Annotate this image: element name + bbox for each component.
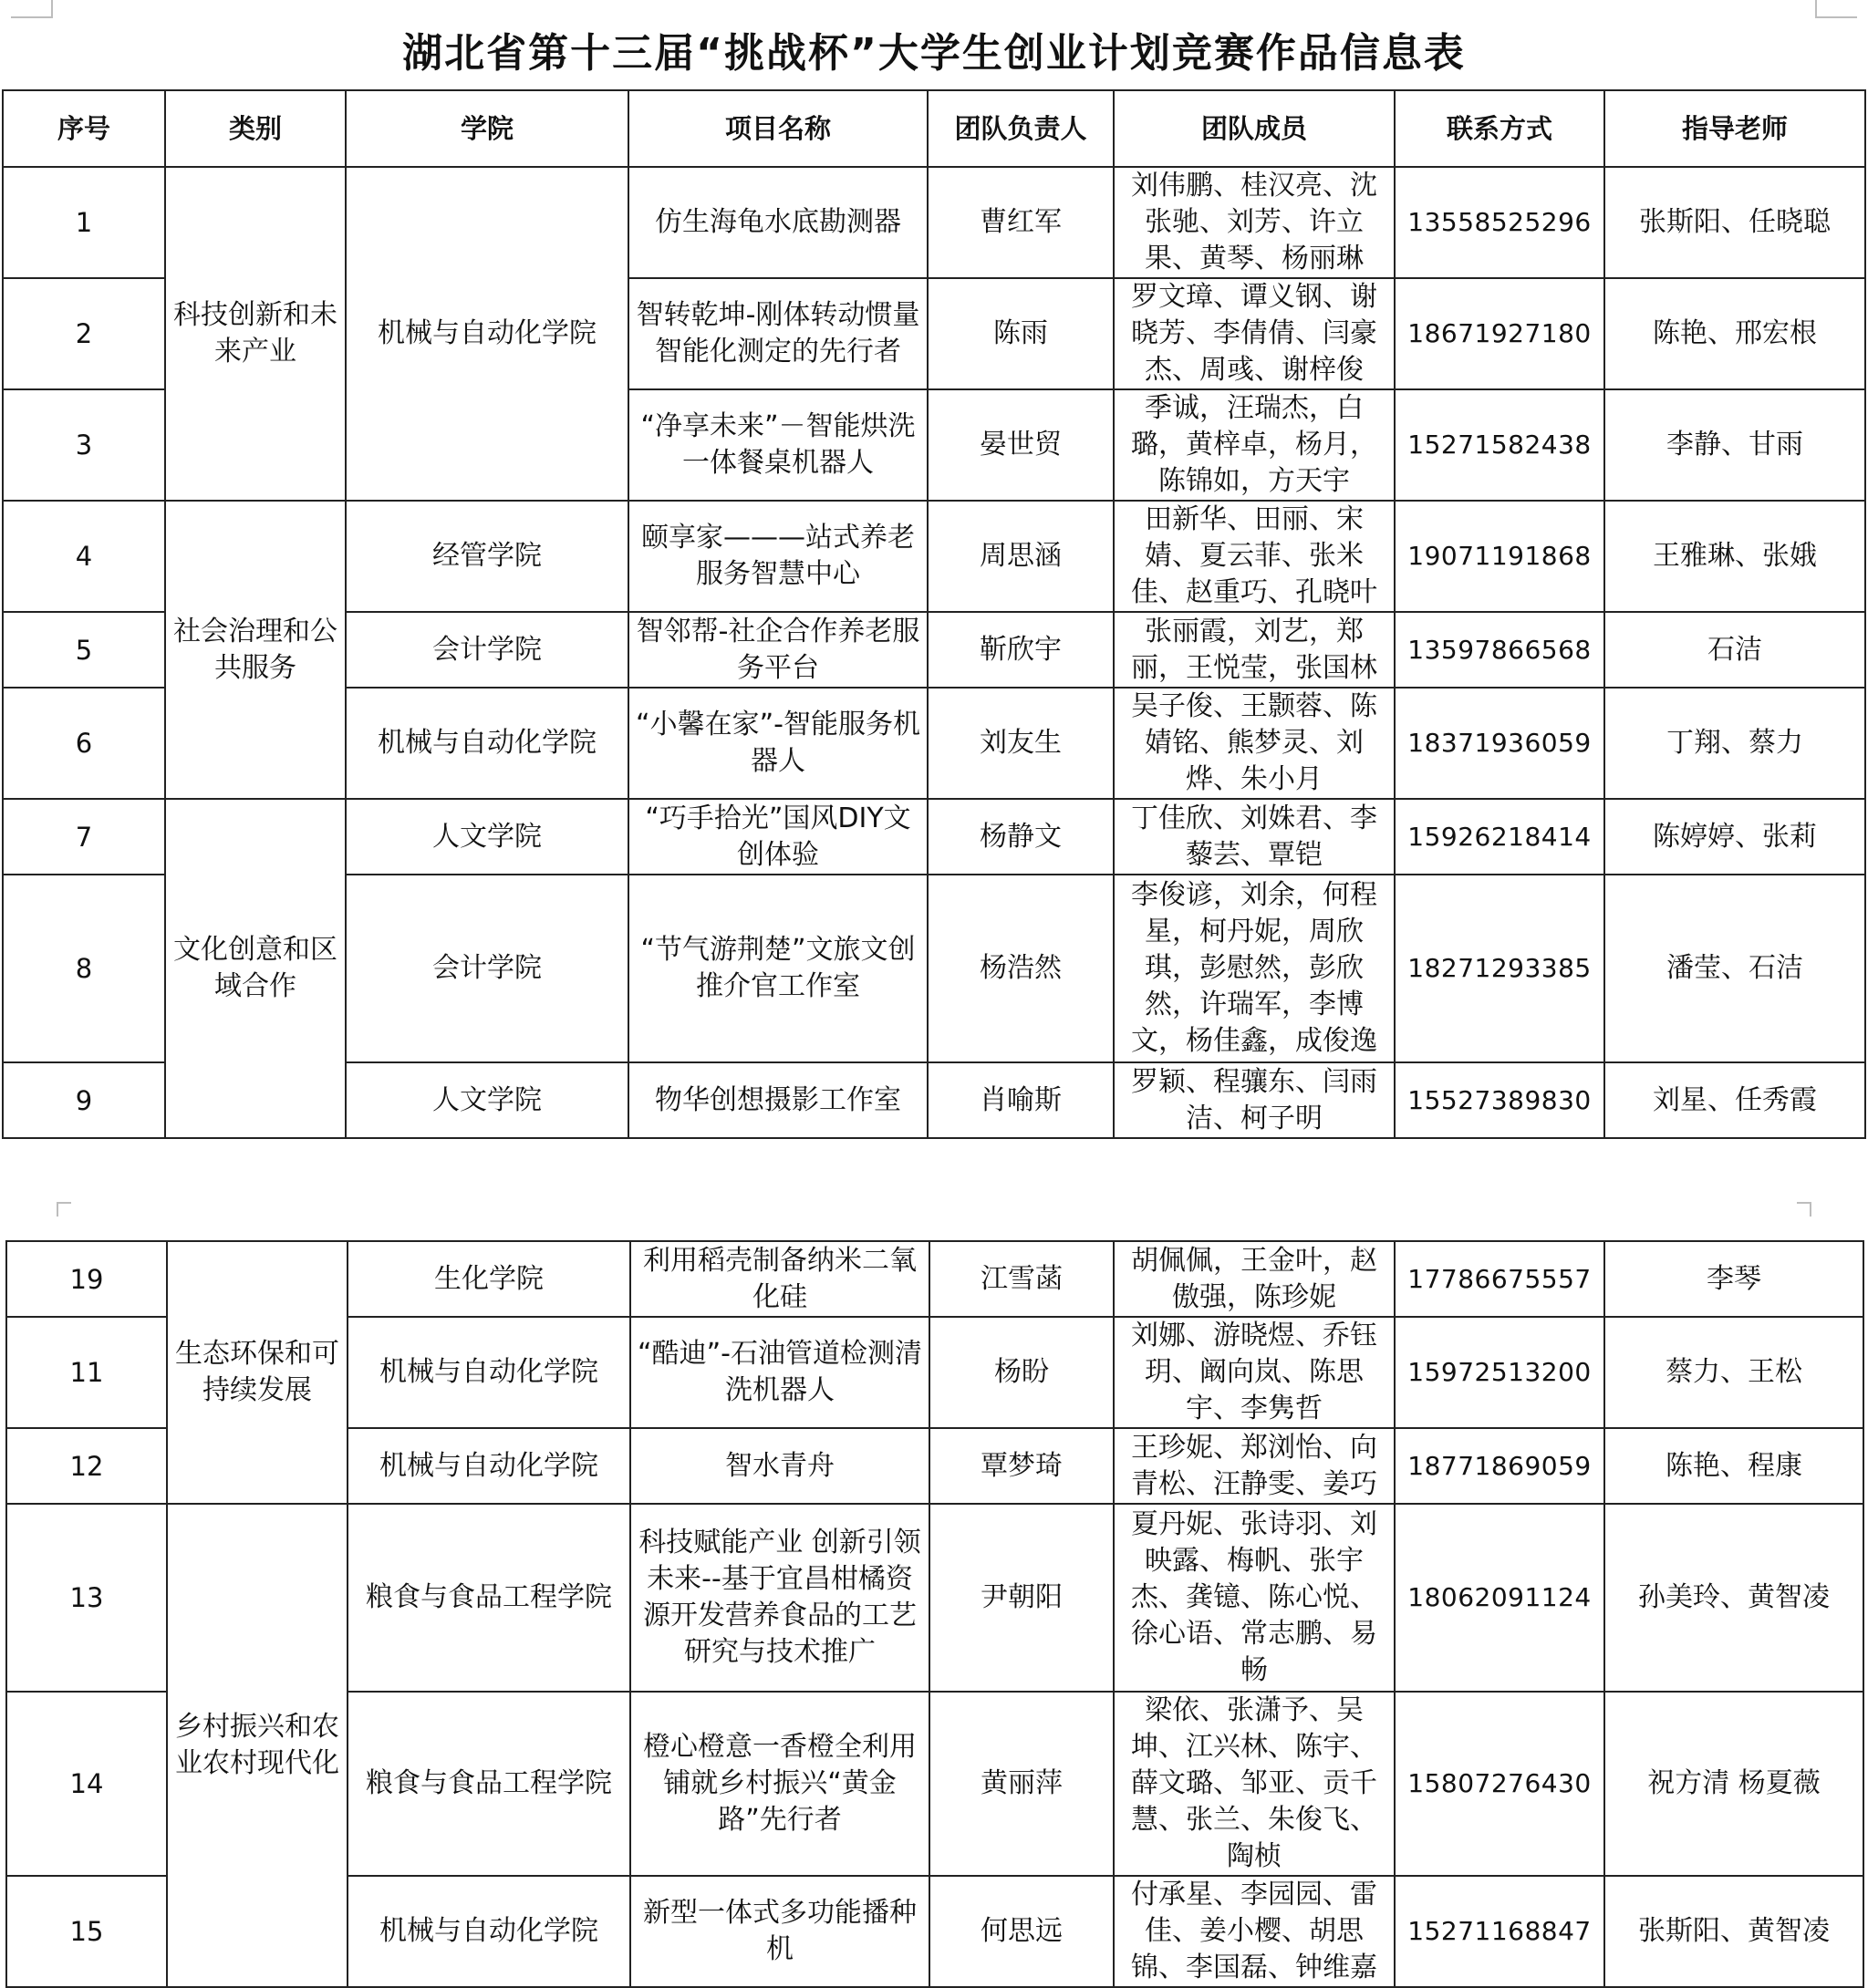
cell-leader: 何思远 xyxy=(929,1876,1114,1987)
cell-college: 机械与自动化学院 xyxy=(348,1317,630,1428)
header-category: 类别 xyxy=(165,90,346,167)
cell-phone: 18062091124 xyxy=(1395,1504,1604,1692)
cell-category: 文化创意和区域合作 xyxy=(165,799,346,1138)
document-title: 湖北省第十三届“挑战杯”大学生创业计划竞赛作品信息表 xyxy=(402,30,1466,77)
page-corner-mark xyxy=(57,1202,71,1217)
page-corner-mark xyxy=(11,0,53,18)
cell-leader: 曹红军 xyxy=(928,167,1114,278)
cell-members: 梁依、张潇予、吴坤、江兴林、陈宇、薛文璐、邹亚、贡千慧、张兰、朱俊飞、陶桢 xyxy=(1114,1692,1395,1876)
cell-no: 8 xyxy=(3,875,165,1062)
cell-college: 会计学院 xyxy=(346,875,628,1062)
header-members: 团队成员 xyxy=(1114,90,1395,167)
cell-leader: 江雪菡 xyxy=(929,1241,1114,1317)
cell-members: 吴子俊、王颢蓉、陈婧铭、熊梦灵、刘烨、朱小月 xyxy=(1114,688,1395,799)
cell-project: “小馨在家”-智能服务机器人 xyxy=(628,688,928,799)
header-advisor: 指导老师 xyxy=(1604,90,1865,167)
cell-project: 智转乾坤-刚体转动惯量智能化测定的先行者 xyxy=(628,278,928,389)
cell-advisor: 陈艳、程康 xyxy=(1604,1428,1863,1504)
cell-no: 14 xyxy=(6,1692,167,1876)
cell-leader: 陈雨 xyxy=(928,278,1114,389)
cell-leader: 杨盼 xyxy=(929,1317,1114,1428)
cell-no: 7 xyxy=(3,799,165,875)
cell-leader: 杨浩然 xyxy=(928,875,1114,1062)
cell-college: 机械与自动化学院 xyxy=(346,688,628,799)
cell-leader: 尹朝阳 xyxy=(929,1504,1114,1692)
table-row xyxy=(6,1241,1863,1317)
cell-no: 11 xyxy=(6,1317,167,1428)
cell-phone: 15527389830 xyxy=(1395,1062,1604,1138)
cell-advisor: 李静、甘雨 xyxy=(1604,389,1865,501)
cell-members: 罗颖、程骧东、闫雨洁、柯子明 xyxy=(1114,1062,1395,1138)
cell-advisor: 李琴 xyxy=(1604,1241,1863,1317)
cell-members: 胡佩佩，王金叶，赵傲强，陈珍妮 xyxy=(1114,1241,1395,1317)
cell-members: 田新华、田丽、宋婧、夏云菲、张米佳、赵重巧、孔晓叶 xyxy=(1114,501,1395,612)
cell-no: 12 xyxy=(6,1428,167,1504)
table-row xyxy=(3,167,1865,278)
cell-members: 王珍妮、郑浏怡、向青松、汪静雯、姜巧 xyxy=(1114,1428,1395,1504)
cell-project: 橙心橙意一香橙全利用铺就乡村振兴“黄金路”先行者 xyxy=(630,1692,929,1876)
cell-members: 季诚，汪瑞杰，白璐，黄梓卓，杨月，陈锦如，方天宇 xyxy=(1114,389,1395,501)
cell-project: 智邻帮-社企合作养老服务平台 xyxy=(628,612,928,688)
cell-project: 新型一体式多功能播种机 xyxy=(630,1876,929,1987)
cell-members: 刘娜、游晓煜、乔钰玥、阚向岚、陈思宇、李隽哲 xyxy=(1114,1317,1395,1428)
cell-no: 6 xyxy=(3,688,165,799)
cell-college: 粮食与食品工程学院 xyxy=(348,1504,630,1692)
header-no: 序号 xyxy=(3,90,165,167)
info-table-page-1 xyxy=(2,89,1866,1139)
cell-project: 物华创想摄影工作室 xyxy=(628,1062,928,1138)
cell-phone: 15271582438 xyxy=(1395,389,1604,501)
page-corner-mark xyxy=(1797,1202,1811,1217)
cell-no: 3 xyxy=(3,389,165,501)
cell-members: 刘伟鹏、桂汉亮、沈张驰、刘芳、许立果、黄琴、杨丽琳 xyxy=(1114,167,1395,278)
cell-project: “节气游荆楚”文旅文创推介官工作室 xyxy=(628,875,928,1062)
cell-advisor: 潘莹、石洁 xyxy=(1604,875,1865,1062)
cell-no: 1 xyxy=(3,167,165,278)
cell-no: 2 xyxy=(3,278,165,389)
cell-members: 夏丹妮、张诗羽、刘映露、梅帆、张宇杰、龚镱、陈心悦、徐心语、常志鹏、易畅 xyxy=(1114,1504,1395,1692)
header-project: 项目名称 xyxy=(628,90,928,167)
cell-project: “巧手拾光”国风DIY文创体验 xyxy=(628,799,928,875)
cell-members: 张丽霞，刘艺，郑丽，王悦莹，张国林 xyxy=(1114,612,1395,688)
cell-phone: 18671927180 xyxy=(1395,278,1604,389)
cell-phone: 18771869059 xyxy=(1395,1428,1604,1504)
cell-phone: 13597866568 xyxy=(1395,612,1604,688)
cell-advisor: 蔡力、王松 xyxy=(1604,1317,1863,1428)
info-table-page-2 xyxy=(5,1240,1864,1988)
cell-phone: 18371936059 xyxy=(1395,688,1604,799)
cell-no: 19 xyxy=(6,1241,167,1317)
cell-category: 社会治理和公共服务 xyxy=(165,501,346,799)
cell-no: 15 xyxy=(6,1876,167,1987)
cell-phone: 19071191868 xyxy=(1395,501,1604,612)
header-phone: 联系方式 xyxy=(1395,90,1604,167)
cell-college: 经管学院 xyxy=(346,501,628,612)
cell-phone: 15807276430 xyxy=(1395,1692,1604,1876)
cell-category: 科技创新和未来产业 xyxy=(165,167,346,501)
cell-leader: 周思涵 xyxy=(928,501,1114,612)
cell-phone: 13558525296 xyxy=(1395,167,1604,278)
cell-advisor: 陈艳、邢宏根 xyxy=(1604,278,1865,389)
cell-college: 会计学院 xyxy=(346,612,628,688)
page-corner-mark xyxy=(1815,0,1857,18)
cell-leader: 肖喻斯 xyxy=(928,1062,1114,1138)
cell-project: 利用稻壳制备纳米二氧化硅 xyxy=(630,1241,929,1317)
cell-college: 机械与自动化学院 xyxy=(346,167,628,501)
cell-project: 科技赋能产业 创新引领未来--基于宜昌柑橘资源开发营养食品的工艺研究与技术推广 xyxy=(630,1504,929,1692)
cell-members: 付承星、李园园、雷佳、姜小樱、胡思锦、李国磊、钟维嘉 xyxy=(1114,1876,1395,1987)
cell-no: 4 xyxy=(3,501,165,612)
cell-advisor: 王雅琳、张娥 xyxy=(1604,501,1865,612)
header-college: 学院 xyxy=(346,90,628,167)
cell-advisor: 孙美玲、黄智凌 xyxy=(1604,1504,1863,1692)
cell-leader: 刘友生 xyxy=(928,688,1114,799)
cell-college: 机械与自动化学院 xyxy=(348,1428,630,1504)
header-row xyxy=(3,90,1865,167)
cell-category: 生态环保和可持续发展 xyxy=(167,1241,348,1504)
cell-advisor: 石洁 xyxy=(1604,612,1865,688)
cell-phone: 15972513200 xyxy=(1395,1317,1604,1428)
cell-advisor: 祝方清 杨夏薇 xyxy=(1604,1692,1863,1876)
cell-no: 9 xyxy=(3,1062,165,1138)
cell-leader: 杨静文 xyxy=(928,799,1114,875)
cell-members: 罗文璋、谭义钢、谢晓芳、李倩倩、闫豪杰、周彧、谢梓俊 xyxy=(1114,278,1395,389)
cell-phone: 15926218414 xyxy=(1395,799,1604,875)
cell-project: “净享未来”－智能烘洗一体餐桌机器人 xyxy=(628,389,928,501)
cell-category: 乡村振兴和农业农村现代化 xyxy=(167,1504,348,1987)
cell-college: 人文学院 xyxy=(346,799,628,875)
cell-project: 仿生海龟水底勘测器 xyxy=(628,167,928,278)
table-row xyxy=(6,1504,1863,1692)
table-row xyxy=(3,501,1865,612)
cell-advisor: 刘星、任秀霞 xyxy=(1604,1062,1865,1138)
cell-no: 13 xyxy=(6,1504,167,1692)
cell-leader: 覃梦琦 xyxy=(929,1428,1114,1504)
cell-college: 生化学院 xyxy=(348,1241,630,1317)
table-row xyxy=(3,799,1865,875)
cell-leader: 黄丽萍 xyxy=(929,1692,1114,1876)
cell-advisor: 张斯阳、黄智凌 xyxy=(1604,1876,1863,1987)
cell-project: 颐享家———站式养老服务智慧中心 xyxy=(628,501,928,612)
cell-no: 5 xyxy=(3,612,165,688)
cell-advisor: 张斯阳、任晓聪 xyxy=(1604,167,1865,278)
header-leader: 团队负责人 xyxy=(928,90,1114,167)
cell-phone: 18271293385 xyxy=(1395,875,1604,1062)
cell-advisor: 丁翔、蔡力 xyxy=(1604,688,1865,799)
cell-project: 智水青舟 xyxy=(630,1428,929,1504)
cell-leader: 晏世贸 xyxy=(928,389,1114,501)
cell-college: 人文学院 xyxy=(346,1062,628,1138)
cell-members: 李俊谚，刘余，何程星，柯丹妮，周欣琪，彭慰然，彭欣然，许瑞军，李博文，杨佳鑫，成俊逸 xyxy=(1114,875,1395,1062)
cell-leader: 靳欣宇 xyxy=(928,612,1114,688)
cell-members: 丁佳欣、刘姝君、李藜芸、覃铠 xyxy=(1114,799,1395,875)
cell-advisor: 陈婷婷、张莉 xyxy=(1604,799,1865,875)
cell-college: 粮食与食品工程学院 xyxy=(348,1692,630,1876)
cell-phone: 17786675557 xyxy=(1395,1241,1604,1317)
cell-phone: 15271168847 xyxy=(1395,1876,1604,1987)
cell-project: “酷迪”-石油管道检测清洗机器人 xyxy=(630,1317,929,1428)
cell-college: 机械与自动化学院 xyxy=(348,1876,630,1987)
